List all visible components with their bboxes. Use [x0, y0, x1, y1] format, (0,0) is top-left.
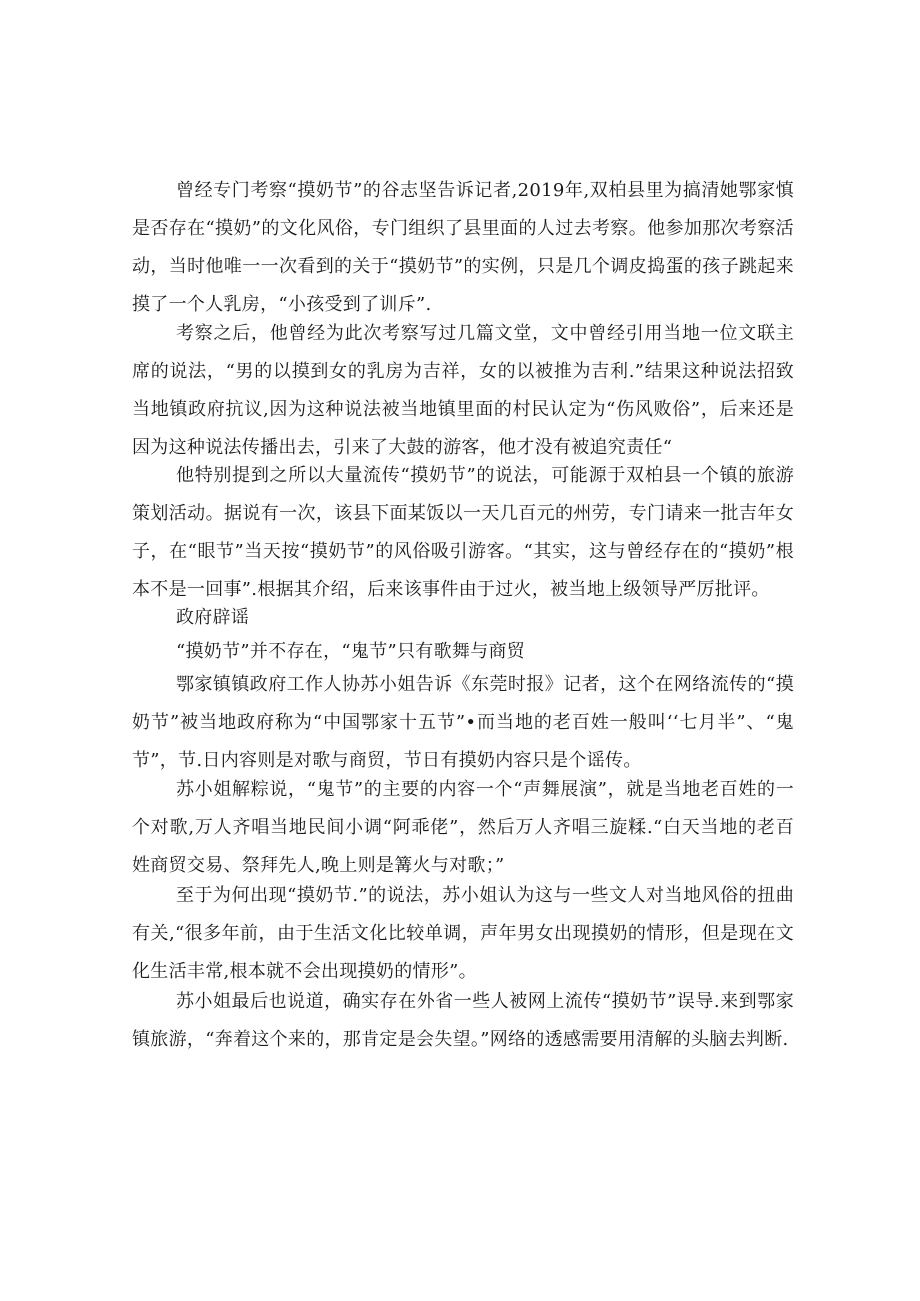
article-paragraph-6: 至于为何出现“摸奶节.”的说法，苏小姐认为这与一些文人对当地风俗的扭曲有关,“很多年前，由于生活文化比较单调，声年男女出现摸奶的情形，但是现在文化生活丰常,根本就不会出现摸奶的情形”。: [132, 885, 794, 982]
section-heading: 政府辟谣: [176, 607, 250, 628]
article-paragraph-5: 苏小姐解粽说，“鬼节”的主要的内容一个“声舞展演”，就是当地老百姓的一个对歌,万人齐唱当地民间小调“阿乖佬”，然后万人齐唱三旋糅.“白天当地的老百姓商贸交易、祭拜先人,晚上则是篝火与对歌；”: [132, 779, 794, 876]
article-paragraph-7: 苏小姐最后也说道，确实存在外省一些人被网上流传“摸奶节”误导.来到鄂家镇旅游，“奔着这个来的，那肯定是会失望。”网络的透感需要用清解的头脑去判断.: [132, 991, 794, 1050]
article-paragraph-3: 他特别提到之所以大量流传“摸奶节”的说法，可能源于双柏县一个镇的旅游策划活动。据说有一次，该县下面某饭以一天几百元的州劳，专门请来一批吉年女子，在“眼节”当天按“摸奶节”的风俗吸引游客。“其实，这与曾经存在的“摸奶”根本不是一回事”.根据其介绍，后来该事件由于过火，被当地上级领导严厉批评。: [132, 465, 794, 600]
section-subheading: “摸奶节”并不存在，“鬼节”只有歌舞与商贸: [176, 641, 526, 662]
article-paragraph-1: 曾经专门考察“摸奶节”的谷志坚告诉记者,2019年,双柏县里为搞清她鄂家慎是否存在“摸奶”的文化风俗，专门组织了县里面的人过去考察。他参加那次考察活动，当时他唯一一次看到的关于“摸奶节”的实例，只是几个调皮捣蛋的孩子跳起来摸了一个人乳房，“小孩受到了训斥”.: [132, 180, 794, 315]
article-paragraph-4: 鄂家镇镇政府工作人协苏小姐告诉《东莞时报》记者，这个在网络流传的“摸奶节”被当地政府称为“中国鄂家十五节”•而当地的老百姓一般叫‘‘七月半”、“鬼节”，节.日内容则是对歌与商贸，节日有摸奶内容只是个谣传。: [132, 674, 794, 771]
article-paragraph-2: 考察之后，他曾经为此次考察写过几篇文堂，文中曾经引用当地一位文联主席的说法，“男的以摸到女的乳房为吉祥，女的以被推为吉利.”结果这种说法招致当地镇政府抗议,因为这种说法被当地镇里面的村民认定为“伤风败俗”，后来还是因为这种说法传播出去，引来了大鼓的游客，他才没有被追究责任“: [132, 323, 794, 458]
